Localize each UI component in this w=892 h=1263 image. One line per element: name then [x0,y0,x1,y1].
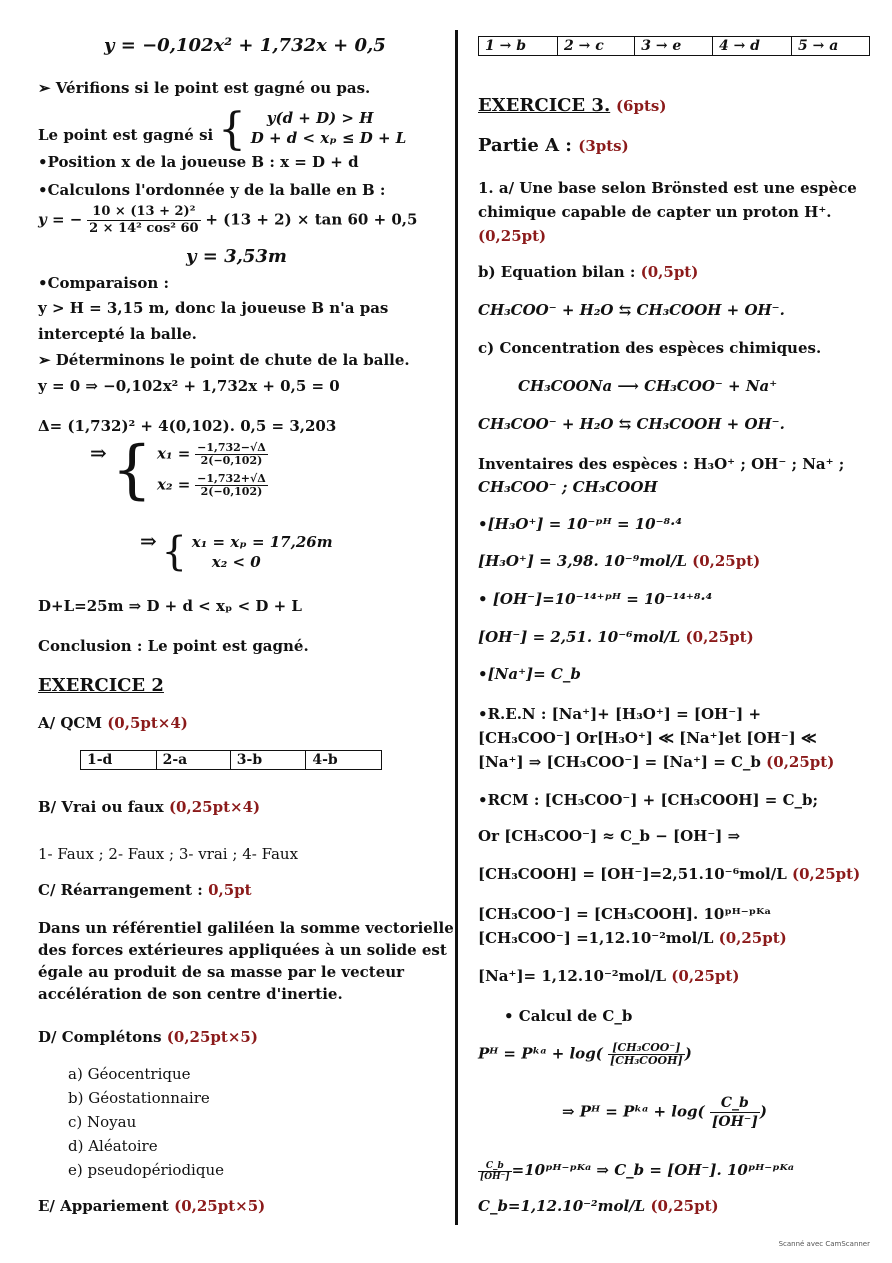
rcm-line-1: •RCM : [CH₃COO⁻] + [CH₃COOH] = C_b; [478,791,819,809]
complete-points: (0,25pt×5) [166,1028,258,1046]
x2-denominator: 2(−0,102) [200,485,263,498]
exercise-2-title: EXERCICE 2 [38,675,164,696]
acid-points: (0,25pt) [792,865,861,883]
equation-points: (0,5pt) [640,263,699,281]
calc-tail: + (13 + 2) × tan 60 + 0,5 [205,210,418,229]
complete-item: b) Géostationnaire [68,1089,210,1107]
matching-answer: 2 → c [558,37,635,56]
x1-numerator: −1,732−√Δ [197,441,266,454]
ren-line-1: •R.E.N : [Na⁺]+ [H₃O⁺] = [OH⁻] + [478,705,762,723]
cb-ratio-line [478,1160,794,1182]
comparison-label: •Comparaison : [38,274,170,292]
ph2-lead: ⇒ Pᴴ = Pᵏᵃ + log( [562,1102,705,1121]
exercise-3-title: EXERCICE 3. [478,95,611,116]
exercise-3-heading [478,96,666,116]
oh-formula: • [OH⁻]=10⁻¹⁴⁺ᵖᴴ = 10⁻¹⁴⁺⁸·⁴ [478,590,713,608]
dissociation-equation: CH₃COONa ⟶ CH₃COO⁻ + Na⁺ [518,377,778,395]
rearrangement-line: des forces extérieures appliquées à un solide est [38,941,447,959]
complete-item: c) Noyau [68,1113,137,1131]
ph2-close: ) [759,1102,767,1121]
matching-answer: 5 → a [791,37,869,56]
ratio-denominator: [OH⁻] [480,1171,510,1182]
vf-label: B/ Vrai ou faux [38,798,164,816]
comparison-line-2: intercepté la balle. [38,325,197,343]
matching-label: E/ Appariement [38,1197,169,1215]
rearrangement-label: C/ Réarrangement : [38,881,203,899]
ph-close: ) [684,1044,692,1063]
rearrangement-line: accélération de son centre d'inertie. [38,985,343,1003]
equation-heading [478,262,698,282]
h3o-value: [H₃O⁺] = 3,98. 10⁻⁹mol/L [478,552,687,570]
complete-label: D/ Complétons [38,1028,162,1046]
base-points: (0,25pt) [718,929,787,947]
rcm-line-2: Or [CH₃COO⁻] ≈ C_b − [OH⁻] ⇒ [478,827,741,845]
qcm-answer: 2-a [156,751,230,770]
ph2-numerator: C_b [710,1094,760,1113]
complete-item: a) Géocentrique [68,1065,191,1083]
position-b: •Position x de la joueuse B : x = D + d [38,153,359,171]
calc-result: y = 3,53m [186,246,287,267]
calc-numerator: 10 × (13 + 2)² [87,204,201,221]
matching-points: (0,25pt×5) [174,1197,266,1215]
calc-ordinate: •Calculons l'ordonnée y de la balle en B : [38,181,386,199]
acid-value-line [478,864,860,884]
exercise-3-points: (6pts) [615,97,667,115]
qcm-answer: 4-b [306,751,382,770]
ph-numerator: [CH₃COO⁻] [608,1042,685,1055]
base-value-line [478,928,787,948]
fall-equation: y = 0 ⇒ −0,102x² + 1,732x + 0,5 = 0 [38,377,340,395]
equilibrium-equation: CH₃COO⁻ + H₂O ⇆ CH₃COOH + OH⁻. [478,415,785,433]
base-formula: [CH₃COO⁻] = [CH₃COOH]. 10ᵖᴴ⁻ᵖᴷᵃ [478,905,772,923]
inventory-line-2: CH₃COO⁻ ; CH₃COOH [478,478,658,496]
qcm-points: (0,5pt×4) [107,714,188,732]
part-a-heading [478,136,629,156]
cb-value-line [478,1196,719,1216]
rearrangement-heading [38,880,252,900]
matching-answers-table [478,36,870,56]
root-1: x₁ = xₚ = 17,26m [191,533,333,551]
part-a-title: Partie A : [478,135,572,156]
win-condition-2: D + d < xₚ ≤ D + L [250,129,407,147]
matching-answer: 4 → d [712,37,791,56]
scanner-footer: Scanné avec CamScanner [778,1240,870,1248]
rearrangement-line: Dans un référentiel galiléen la somme vectorielle [38,919,454,937]
h3o-points: (0,25pt) [692,552,761,570]
win-condition-1: y(d + D) > H [266,109,374,127]
win-condition: Le point est gagné si { y(d + D) > H D + d < xₚ ≤ D + L [38,104,407,155]
range-line: D+L=25m ⇒ D + d < xₚ < D + L [38,597,302,615]
equation-bilan: CH₃COO⁻ + H₂O ⇆ CH₃COOH + OH⁻. [478,301,785,319]
oh-value-line [478,627,754,647]
complete-item: d) Aléatoire [68,1137,158,1155]
ph-denominator: [CH₃COOH] [610,1054,683,1067]
x2-numerator: −1,732+√Δ [197,472,266,485]
matching-answer: 3 → e [635,37,713,56]
complete-item: e) pseudopériodique [68,1161,224,1179]
oh-value: [OH⁻] = 2,51. 10⁻⁶mol/L [478,628,681,646]
ph-equation-2 [562,1094,767,1131]
complete-heading [38,1027,258,1047]
h3o-value-line [478,551,760,571]
na-formula: •[Na⁺]= C_b [478,665,581,683]
qcm-answers-table [80,750,382,770]
conclusion: Conclusion : Le point est gagné. [38,637,309,655]
base-value: [CH₃COO⁻] =1,12.10⁻²mol/L [478,929,714,947]
comparison-line-1: y > H = 3,15 m, donc la joueuse B n'a pas [38,299,389,317]
qcm-heading [38,713,188,733]
fall-heading: ➢ Déterminons le point de chute de la balle. [38,351,410,369]
oh-points: (0,25pt) [685,628,754,646]
calc-denominator: 2 × 14² cos² 60 [89,221,199,236]
acid-value: [CH₃COOH] = [OH⁻]=2,51.10⁻⁶mol/L [478,865,787,883]
vf-heading [38,797,260,817]
base-definition-line-2: chimique capable de capter un proton H⁺. [478,203,832,221]
matching-heading [38,1196,265,1216]
qcm-answer: 3-b [230,751,306,770]
x2-lead: x₂ = [157,475,191,494]
roots-result: ⇒ { x₁ = xₚ = 17,26m x₂ < 0 [140,529,333,575]
calc-lead: y = − [38,210,83,229]
ren-line-2: [CH₃COO⁻] Or[H₃O⁺] ≪ [Na⁺]et [OH⁻] ≪ [478,729,817,747]
win-condition-lead: Le point est gagné si [38,126,214,144]
vf-answers: 1- Faux ; 2- Faux ; 3- vrai ; 4- Faux [38,845,299,863]
ratio-numerator: C_b [478,1161,512,1172]
base-definition-points: (0,25pt) [478,227,547,245]
verify-heading: ➢ Vérifions si le point est gagné ou pas. [38,79,371,97]
matching-answer: 1 → b [479,37,558,56]
h3o-formula: •[H₃O⁺] = 10⁻ᵖᴴ = 10⁻⁸·⁴ [478,515,682,533]
root-2: x₂ < 0 [211,553,261,571]
ordinate-calculation [38,204,417,237]
inventory-line-1: Inventaires des espèces : H₃O⁺ ; OH⁻ ; Na⁺ ; [478,455,845,473]
x1-denominator: 2(−0,102) [200,454,263,467]
delta-line: Δ= (1,732)² + 4(0,102). 0,5 = 3,203 [38,417,337,435]
ren-line-3 [478,752,834,772]
qcm-answer: 1-d [81,751,157,770]
cb-ratio-tail: =10ᵖᴴ⁻ᵖᴷᵃ ⇒ C_b = [OH⁻]. 10ᵖᴴ⁻ᵖᴷᵃ [511,1161,794,1179]
rearrangement-points: 0,5pt [208,881,252,899]
cb-value: C_b=1,12.10⁻²mol/L [478,1197,646,1215]
rearrangement-line: égale au produit de sa masse par le vecteur [38,963,405,981]
concentration-heading: c) Concentration des espèces chimiques. [478,339,822,357]
ph2-denominator: [OH⁻] [711,1114,758,1130]
roots-system: ⇒ { x₁ = $\frac{-1,732-√\Delta}{2(-0,102)}$ x₂ = $\frac{-1,732+√\Delta}{2(-0,102)}$ [90,433,266,507]
column-divider [455,30,458,1225]
vf-points: (0,25pt×4) [168,798,261,816]
ren-points: (0,25pt) [766,753,835,771]
na-points: (0,25pt) [671,967,740,985]
ph-equation-1 [478,1042,692,1067]
cb-points: (0,25pt) [650,1197,719,1215]
trajectory-equation: y = −0,102x² + 1,732x + 0,5 [104,35,386,56]
equation-label: b) Equation bilan : [478,263,636,281]
na-value: [Na⁺]= 1,12.10⁻²mol/L [478,967,667,985]
ph-lead: Pᴴ = Pᵏᵃ + log( [478,1044,603,1063]
part-a-points: (3pts) [578,137,629,155]
qcm-label: A/ QCM [38,714,102,732]
base-definition-line-1: 1. a/ Une base selon Brönsted est une espèce [478,179,857,197]
ren-line-3-text: [Na⁺] ⇒ [CH₃COO⁻] = [Na⁺] = C_b [478,753,761,771]
na-value-line [478,966,739,986]
cb-heading: • Calcul de C_b [504,1007,633,1025]
x1-lead: x₁ = [157,444,191,463]
